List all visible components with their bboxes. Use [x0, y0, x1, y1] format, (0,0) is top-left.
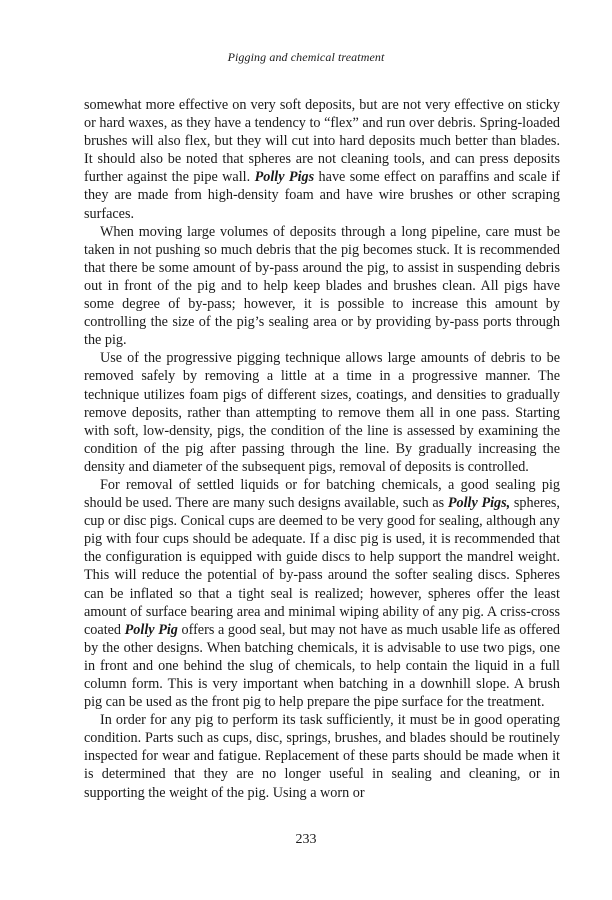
paragraph-cleaning-tools [84, 96, 560, 223]
product-name-italic: Polly Pigs, [447, 495, 511, 512]
product-name-italic: Polly Pig [124, 621, 178, 638]
running-header: Pigging and chemical treatment [227, 50, 385, 64]
paragraph-sealing-pigs [84, 476, 560, 711]
paragraph-text: spheres, cup or disc pigs. Conical cups are deemed to be very good for sealing, although any pig with four cups should be adequate. If a disc pig is used, it is recommended that the configuration is equipped with guide discs to help support the mandrel weight. This will reduce the potential of by-pass around the softer sealing discs. Spheres can be inflated so that a tight seal is realized; however, spheres offer the least amount of surface bearing area and minimal wiping ability of any pig. A criss-cross coated [84, 495, 560, 638]
body-text [84, 96, 560, 802]
paragraph-maintenance: In order for any pig to perform its task sufficiently, it must be in good operating condition. Parts such as cups, disc, springs, brushes, and blades should be routinely inspected for wear and fatigue. Replacement of these parts should be made when it is determined that they are no longer useful in sealing and cleaning, or in supporting the weight of the pig. Using a worn or [84, 712, 560, 801]
paragraph-progressive-pigging: Use of the progressive pigging technique allows large amounts of debris to be removed safely by removing a little at a time in a progressive manner. The technique utilizes foam pigs of different sizes, coatings, and densities to gradually remove deposits, rather than attempting to remove them all in one pass. Starting with soft, low-density, pigs, the condition of the line is assessed by examining the condition of the pig after passing through the line. By gradually increasing the density and diameter of the subsequent pigs, removal of deposits is controlled. [84, 350, 560, 475]
paragraph-text: offers a good seal, but may not have as much usable life as offered by the other designs. When batching chemicals, it is advisable to use two pigs, one in front and one behind the slug of chemicals, to help contain the liquid in a full column form. This is very important when batching in a downhill slope. A brush pig can be used as the front pig to help prepare the pipe surface for the treatment. [84, 621, 561, 711]
page-number: 233 [295, 832, 317, 847]
product-name-italic: Polly Pigs [254, 169, 315, 186]
paragraph-text: have some effect on paraffins and scale if they are made from high-density foam and have wire brushes or other scraping surfaces. [84, 169, 560, 222]
paragraph-text: somewhat more effective on very soft deposits, but are not very effective on sticky or hard waxes, as they have a tendency to “flex” and run over debris. Spring-loaded brushes will also flex, but they will cut into hard deposits much better than blades. It should also be noted that spheres are not cleaning tools, and can press deposits further against the pipe wall. [84, 97, 560, 186]
paragraph-by-pass: When moving large volumes of deposits through a long pipeline, care must be taken in not pushing so much debris that the pig becomes stuck. It is recommended that there be some amount of by-pass around the pig, to assist in suspending debris out in front of the pig and to help keep blades and brushes clean. All pigs have some degree of by-pass; however, it is possible to increase this amount by controlling the size of the pig’s sealing area or by providing by-pass ports through the pig. [84, 223, 560, 349]
paragraph-text: For removal of settled liquids or for batching chemicals, a good sealing pig should be used. There are many such designs available, such as [84, 476, 560, 512]
